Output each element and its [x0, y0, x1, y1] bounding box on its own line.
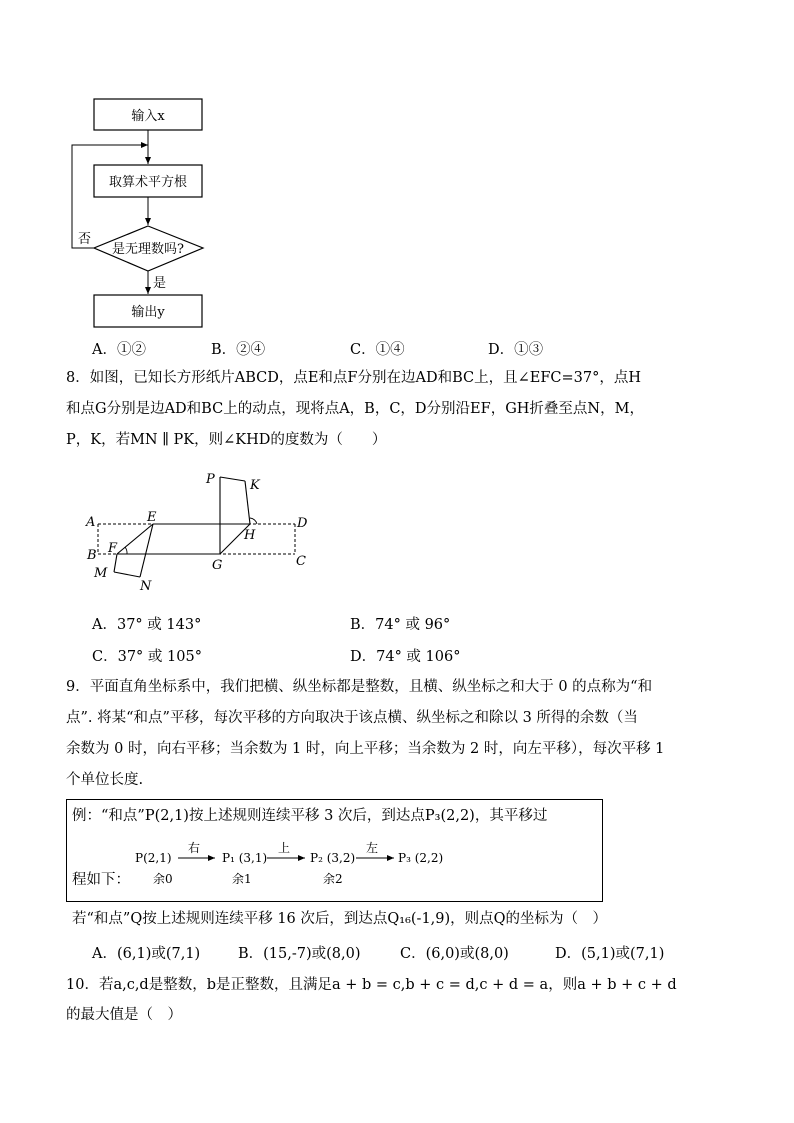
label-C: C [296, 554, 306, 569]
process-arrow-2-label: 上 [278, 841, 291, 855]
process-remainder-0: 余0 [153, 872, 173, 886]
process-p1: P₁ (3,1) [222, 851, 268, 865]
label-F: F [108, 541, 118, 556]
flow-output-label: 输出y [131, 305, 165, 320]
q7-option-d: D．①③ [488, 342, 544, 358]
q8-option-d: D．74° 或 106° [350, 649, 461, 665]
q9-example-line-2: 程如下： [72, 872, 130, 888]
q9-option-d: D．(5,1)或(7,1) [555, 946, 665, 962]
label-M: M [94, 566, 108, 581]
process-p3: P₃ (2,2) [398, 851, 444, 865]
q7-option-a: A．①② [92, 342, 146, 358]
q10-line-1: 10．若a,c,d是整数，b是正整数，且满足a + b = c,b + c = d,c + d = a，则a + b + c + d [66, 977, 677, 993]
q9-line-1: 9．平面直角坐标系中，我们把横、纵坐标都是整数，且横、纵坐标之和大于 0 的点称为“和 [66, 679, 653, 695]
q7-option-b: B．②④ [211, 342, 266, 358]
label-D: D [297, 516, 308, 531]
process-p2: P₂ (3,2) [310, 851, 356, 865]
label-N: N [140, 579, 152, 594]
process-arrow-3-label: 左 [366, 841, 379, 855]
label-K: K [250, 478, 260, 493]
q10-line-2: 的最大值是（ ） [66, 1007, 182, 1023]
q9-line-4: 个单位长度. [66, 772, 144, 788]
flow-step-label: 取算术平方根 [108, 175, 188, 190]
q9-question: 若“和点”Q按上述规则连续平移 16 次后，到达点Q₁₆(-1,9)，则点Q的坐标为（ ） [72, 911, 608, 927]
label-G: G [212, 558, 223, 573]
process-remainder-2: 余2 [323, 872, 343, 886]
q9-option-c: C．(6,0)或(8,0) [400, 946, 509, 962]
q9-example-line-1: 例：“和点”P(2,1)按上述规则连续平移 3 次后，到达点P₃(2,2)，其平移过 [72, 808, 548, 824]
q9-line-2: 点”. 将某“和点”平移，每次平移的方向取决于该点横、纵坐标之和除以 3 所得的余数（当 [66, 710, 638, 726]
q9-option-b: B．(15,-7)或(8,0) [238, 946, 361, 962]
process-p0: P(2,1) [135, 851, 172, 865]
q9-process-diagram [130, 836, 460, 890]
q9-line-3: 余数为 0 时，向右平移；当余数为 1 时，向上平移；当余数为 2 时，向左平移），每次平移 1 [66, 741, 665, 757]
label-A: A [86, 515, 96, 530]
q9-option-a: A．(6,1)或(7,1) [92, 946, 201, 962]
flowchart [60, 90, 240, 335]
q8-option-b: B．74° 或 96° [350, 617, 451, 633]
q7-option-c: C．①④ [350, 342, 405, 358]
flow-input-label: 输入x [131, 109, 165, 124]
label-P: P [206, 472, 215, 487]
q8-line-2: 和点G分别是边AD和BC上的动点，现将点A，B，C，D分别沿EF，GH折叠至点N，M， [66, 401, 644, 417]
label-B: B [87, 548, 97, 563]
q8-line-1: 8．如图，已知长方形纸片ABCD，点E和点F分别在边AD和BC上，且∠EFC=37°，点H [66, 370, 641, 386]
process-arrow-1-label: 右 [188, 841, 201, 855]
label-H: H [244, 528, 256, 543]
q8-figure [80, 465, 320, 595]
flow-yes-label: 是 [153, 276, 167, 291]
q8-option-c: C．37° 或 105° [92, 649, 202, 665]
q8-line-3: P，K，若MN ∥ PK，则∠KHD的度数为（ ） [66, 432, 387, 448]
label-E: E [147, 510, 157, 525]
flow-no-label: 否 [78, 232, 92, 247]
q8-option-a: A．37° 或 143° [92, 617, 202, 633]
flow-decision-label: 是无理数吗? [112, 242, 184, 257]
process-remainder-1: 余1 [232, 872, 252, 886]
